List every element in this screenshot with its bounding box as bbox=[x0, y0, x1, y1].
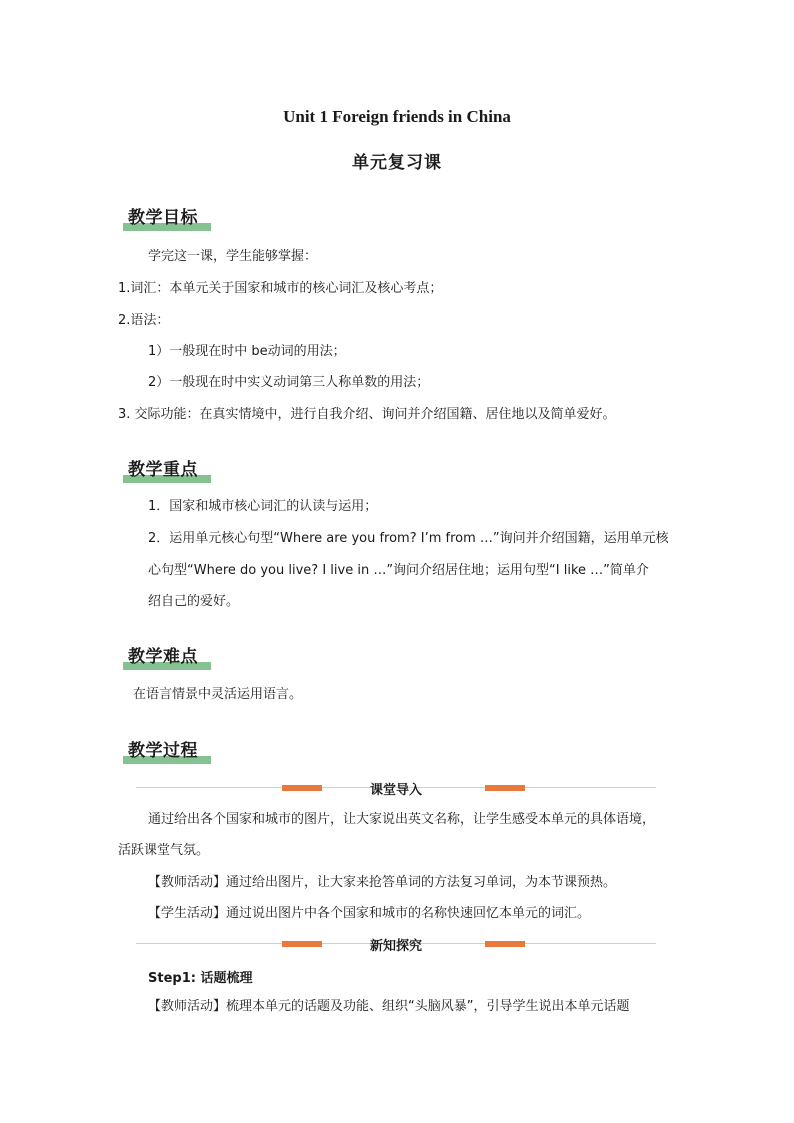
difficulties-text: 在语言情景中灵活运用语言。 bbox=[133, 687, 303, 702]
heading-key-points: 教学重点 bbox=[128, 455, 198, 480]
objectives-item-2: 2.语法： bbox=[118, 313, 170, 328]
step-1-heading: Step1: 话题梳理 bbox=[148, 971, 253, 986]
key-points-item-2-line-2: 心句型“Where do you live? I live in …”询问介绍居住地；运用句型“I like …”简单介 bbox=[148, 563, 649, 578]
intro-teacher-activity: 【教师活动】通过给出图片，让大家来抢答单词的方法复习单词，为本节课预热。 bbox=[148, 875, 617, 890]
divider-label: 新知探究 bbox=[369, 939, 422, 954]
section-divider-explore bbox=[136, 937, 656, 954]
heading-difficulties: 教学难点 bbox=[128, 642, 198, 667]
objectives-intro: 学完这一课，学生能够掌握： bbox=[148, 249, 318, 264]
objectives-item-1: 1.词汇：本单元关于国家和城市的核心词汇及核心考点； bbox=[118, 281, 443, 296]
heading-objectives: 教学目标 bbox=[128, 203, 198, 228]
divider-label: 课堂导入 bbox=[369, 783, 422, 798]
intro-paragraph-line-1: 通过给出各个国家和城市的图片，让大家说出英文名称，让学生感受本单元的具体语境， bbox=[148, 812, 656, 827]
key-points-item-2-line-3: 绍自己的爱好。 bbox=[148, 594, 240, 609]
section-divider-intro bbox=[136, 781, 656, 798]
key-points-item-1: 1．国家和城市核心词汇的认读与运用； bbox=[148, 499, 378, 514]
objectives-item-2b: 2）一般现在时中实义动词第三人称单数的用法； bbox=[148, 375, 430, 390]
explore-teacher-activity: 【教师活动】梳理本单元的话题及功能、组织“头脑风暴”，引导学生说出本单元话题 bbox=[148, 999, 630, 1014]
intro-student-activity: 【学生活动】通过说出图片中各个国家和城市的名称快速回忆本单元的词汇。 bbox=[148, 906, 591, 921]
heading-process: 教学过程 bbox=[128, 736, 198, 761]
key-points-item-2-line-1: 2．运用单元核心句型“Where are you from? I’m from …”询问并介绍国籍，运用单元核 bbox=[148, 531, 669, 546]
objectives-item-2a: 1）一般现在时中 be动词的用法； bbox=[148, 344, 346, 359]
document-title: Unit 1 Foreign friends in China bbox=[283, 107, 511, 126]
intro-paragraph-line-2: 活跃课堂气氛。 bbox=[118, 843, 210, 858]
objectives-item-3: 3. 交际功能：在真实情境中，进行自我介绍、询问并介绍国籍、居住地以及简单爱好。 bbox=[118, 407, 616, 422]
document-subtitle: 单元复习课 bbox=[352, 153, 442, 173]
